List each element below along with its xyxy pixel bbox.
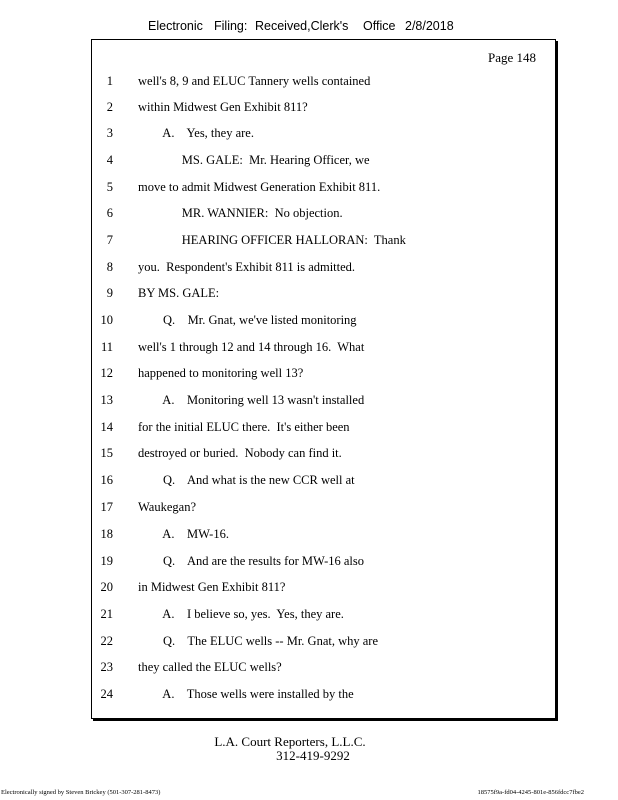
transcript-line <box>91 286 551 304</box>
transcript-line <box>91 634 551 652</box>
line-number: 19 <box>100 554 113 568</box>
line-text: MR. WANNIER: No objection. <box>138 206 343 220</box>
line-text: A. MW-16. <box>138 527 229 541</box>
line-text: they called the ELUC wells? <box>138 660 282 674</box>
transcript-line <box>91 100 551 118</box>
line-text: within Midwest Gen Exhibit 811? <box>138 100 308 114</box>
line-text: BY MS. GALE: <box>138 286 220 300</box>
transcript-line <box>91 153 551 171</box>
filing-header <box>148 19 454 33</box>
transcript-line <box>91 660 551 678</box>
line-number: 24 <box>100 687 113 701</box>
line-number: 13 <box>100 393 113 407</box>
line-text: well's 1 through 12 and 14 through 16. What <box>138 340 365 354</box>
line-number: 20 <box>100 580 113 594</box>
transcript-line <box>91 393 551 411</box>
line-text: destroyed or buried. Nobody can find it. <box>138 446 342 460</box>
line-number: 18 <box>100 527 113 541</box>
line-number: 21 <box>100 607 113 621</box>
transcript-line <box>91 687 551 705</box>
transcript-line <box>91 580 551 598</box>
line-number: 5 <box>106 180 113 194</box>
header-date: 2/8/2018 <box>405 19 454 33</box>
line-number: 17 <box>100 500 113 514</box>
transcript-line <box>91 607 551 625</box>
transcript-line <box>91 527 551 545</box>
line-text: Q. Mr. Gnat, we've listed monitoring <box>138 313 357 327</box>
transcript-line <box>91 126 551 144</box>
line-text: Waukegan? <box>138 500 196 514</box>
transcript-line <box>91 366 551 384</box>
transcript-line <box>91 233 551 251</box>
header-electronic: Electronic <box>148 19 203 33</box>
transcript-line <box>91 313 551 331</box>
line-text: MS. GALE: Mr. Hearing Officer, we <box>138 153 370 167</box>
line-text: you. Respondent's Exhibit 811 is admitted. <box>138 260 356 274</box>
transcript-line <box>91 180 551 198</box>
line-number: 22 <box>100 634 113 648</box>
line-number: 15 <box>100 446 113 460</box>
line-number: 11 <box>100 340 113 354</box>
transcript-line <box>91 340 551 358</box>
line-text: happened to monitoring well 13? <box>138 366 304 380</box>
reporter-name: L.A. Court Reporters, L.L.C. <box>214 734 366 749</box>
line-number: 8 <box>106 260 113 274</box>
line-number: 9 <box>106 286 113 300</box>
header-filing: Filing: <box>214 19 248 33</box>
transcript-line <box>91 500 551 518</box>
line-number: 14 <box>100 420 113 434</box>
line-number: 4 <box>106 153 113 167</box>
page-number: Page 148 <box>487 50 536 65</box>
line-text: A. I believe so, yes. Yes, they are. <box>138 607 344 621</box>
line-text: HEARING OFFICER HALLORAN: Thank <box>138 233 406 247</box>
transcript-line <box>91 420 551 438</box>
header-received: Received,Clerk's <box>255 19 349 33</box>
line-number: 3 <box>106 126 113 140</box>
line-text: in Midwest Gen Exhibit 811? <box>138 580 286 594</box>
line-text: A. Those wells were installed by the <box>138 687 354 701</box>
transcript-line <box>91 446 551 464</box>
line-number: 2 <box>106 100 113 114</box>
line-number: 6 <box>106 206 113 220</box>
reporter-phone: 312-419-9292 <box>276 748 350 763</box>
line-text: for the initial ELUC there. It's either been <box>138 420 350 434</box>
line-number: 16 <box>100 473 113 487</box>
line-text: move to admit Midwest Generation Exhibit 811. <box>138 180 381 194</box>
line-number: 7 <box>106 233 113 247</box>
signature-id: 18575f9a-fd04-4245-801e-856fdcc7fbe2 <box>477 789 584 796</box>
header-office: Office <box>363 19 396 33</box>
line-number: 10 <box>100 313 113 327</box>
line-text: Q. And are the results for MW-16 also <box>138 554 365 568</box>
line-number: 12 <box>100 366 113 380</box>
line-text: A. Yes, they are. <box>138 126 254 140</box>
line-number: 1 <box>106 74 113 88</box>
line-text: well's 8, 9 and ELUC Tannery wells contained <box>138 74 371 88</box>
transcript-line <box>91 74 551 92</box>
transcript-line <box>91 473 551 491</box>
transcript-line <box>91 206 551 224</box>
transcript-line <box>91 554 551 572</box>
signature-note: Electronically signed by Steven Brickey (501-307-281-8473) <box>1 789 161 796</box>
line-text: Q. And what is the new CCR well at <box>138 473 355 487</box>
line-text: A. Monitoring well 13 wasn't installed <box>138 393 365 407</box>
transcript-line <box>91 260 551 278</box>
line-number: 23 <box>100 660 113 674</box>
line-text: Q. The ELUC wells -- Mr. Gnat, why are <box>138 634 379 648</box>
